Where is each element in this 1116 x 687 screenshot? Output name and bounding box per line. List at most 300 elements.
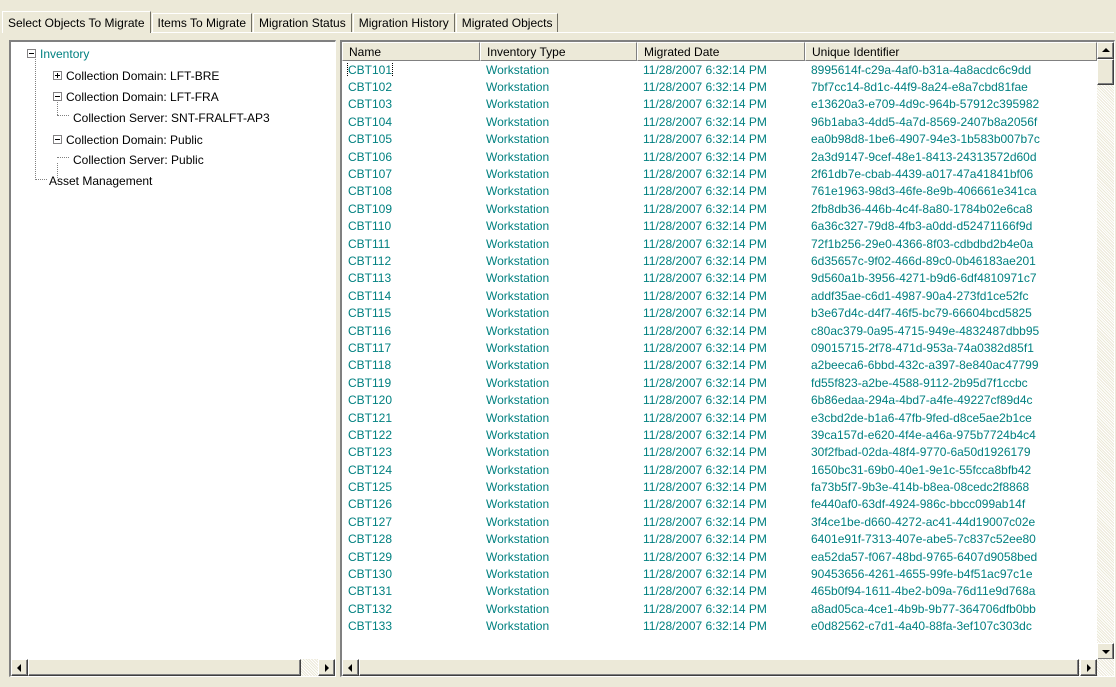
list-row[interactable] [342,322,1097,339]
cell-name-text: CBT122 [348,427,393,442]
cell-unique-identifier-text: 1650bc31-69b0-40e1-9e1c-55fcca8bfb42 [811,462,1032,477]
cell-unique-identifier-text: a8ad05ca-4ce1-4b9b-9b77-364706dfb0bb [811,601,1036,616]
cell-name-text: CBT107 [348,167,393,182]
cell-unique-identifier-text: 2fb8db36-446b-4c4f-8a80-1784b02e6ca8 [811,201,1033,216]
cell-unique-identifier [805,411,1097,425]
cell-name-text: CBT124 [348,462,393,477]
cell-inventory-type-text: Workstation [486,271,550,286]
cell-inventory-type-text: Workstation [486,288,550,303]
cell-name [342,237,480,251]
cell-unique-identifier [805,184,1097,198]
cell-migrated-date-text: 11/28/2007 6:32:14 PM [643,497,767,512]
list-row[interactable] [342,235,1097,252]
tab-strip [2,10,559,32]
cell-name-text: CBT111 [348,236,391,251]
cell-name-text: CBT109 [348,201,393,216]
cell-unique-identifier-text: 6b86edaa-294a-4bd7-a4fe-49227cf89d4c [811,393,1033,408]
cell-inventory-type-text: Workstation [486,445,550,460]
cell-migrated-date [637,202,805,216]
cell-inventory-type-text: Workstation [486,132,550,147]
cell-migrated-date [637,167,805,181]
collapse-icon[interactable] [53,135,62,144]
list-row[interactable] [342,426,1097,443]
cell-migrated-date-text: 11/28/2007 6:32:14 PM [643,514,767,529]
cell-migrated-date [637,254,805,268]
cell-name-text: CBT129 [348,549,393,564]
cell-inventory-type-text: Workstation [486,601,550,616]
cell-unique-identifier [805,497,1097,511]
cell-name-text: CBT128 [348,532,393,547]
inventory-tree [11,42,335,658]
cell-name [342,184,480,198]
cell-inventory-type-text: Workstation [486,97,550,112]
cell-inventory-type [480,115,637,129]
list-row[interactable] [342,409,1097,426]
cell-inventory-type [480,428,637,442]
cell-migrated-date-text: 11/28/2007 6:32:14 PM [643,480,767,495]
cell-inventory-type-text: Workstation [486,532,550,547]
cell-unique-identifier-text: ea0b98d8-1be6-4907-94e3-1b583b007b7c [811,132,1040,147]
cell-unique-identifier [805,237,1097,251]
tree-node-label: Collection Domain: LFT-FRA [66,89,219,104]
scroll-thumb[interactable] [28,659,301,676]
cell-inventory-type [480,306,637,320]
expand-icon[interactable] [53,71,62,80]
cell-inventory-type [480,184,637,198]
cell-inventory-type-text: Workstation [486,375,550,390]
cell-inventory-type [480,271,637,285]
cell-unique-identifier-text: e13620a3-e709-4d9c-964b-57912c395982 [811,97,1040,112]
scroll-thumb[interactable] [359,659,1079,676]
cell-inventory-type [480,619,637,633]
cell-unique-identifier [805,115,1097,129]
scroll-left-button[interactable] [11,659,28,676]
cell-inventory-type-text: Workstation [486,619,550,634]
cell-unique-identifier-text: 72f1b256-29e0-4366-8f03-cdbdbd2b4e0a [811,236,1034,251]
cell-inventory-type [480,463,637,477]
objects-list-pane [340,40,1115,677]
cell-inventory-type-text: Workstation [486,201,550,216]
scroll-right-button[interactable] [1080,659,1097,676]
cell-inventory-type [480,497,637,511]
cell-name-text: CBT118 [348,358,392,373]
cell-name-text: CBT113 [348,271,392,286]
list-row[interactable] [342,61,1097,78]
tree-node-label: Collection Domain: LFT-BRE [66,68,220,83]
list-row[interactable] [342,374,1097,391]
cell-unique-identifier [805,63,1097,77]
cell-migrated-date [637,463,805,477]
cell-inventory-type-text: Workstation [486,62,550,77]
cell-name [342,254,480,268]
cell-unique-identifier [805,167,1097,181]
cell-name-text: CBT106 [348,149,393,164]
tab-migrated-objects[interactable] [456,13,559,32]
cell-unique-identifier-text: e0d82562-c7d1-4a40-88fa-3ef107c303dc [811,619,1032,634]
cell-migrated-date-text: 11/28/2007 6:32:14 PM [643,80,767,95]
cell-migrated-date [637,445,805,459]
list-row[interactable] [342,618,1097,635]
cell-name [342,289,480,303]
cell-unique-identifier-text: e3cbd2de-b1a6-47fb-9fed-d8ce5ae2b1ce [811,410,1032,425]
tree-horizontal-scrollbar[interactable] [11,659,335,676]
cell-name [342,584,480,598]
cell-name [342,271,480,285]
inventory-tree-pane [9,40,336,677]
cell-migrated-date-text: 11/28/2007 6:32:14 PM [643,114,767,129]
cell-unique-identifier [805,80,1097,94]
cell-inventory-type [480,445,637,459]
cell-unique-identifier-text: c80ac379-0a95-4715-949e-4832487dbb95 [811,323,1040,338]
cell-migrated-date [637,324,805,338]
cell-unique-identifier-text: 6401e91f-7313-407e-abe5-7c837c52ee80 [811,532,1036,547]
cell-inventory-type-text: Workstation [486,184,550,199]
cell-migrated-date [637,80,805,94]
cell-inventory-type-text: Workstation [486,306,550,321]
cell-migrated-date [637,393,805,407]
cell-migrated-date-text: 11/28/2007 6:32:14 PM [643,393,767,408]
cell-unique-identifier [805,97,1097,111]
cell-migrated-date-text: 11/28/2007 6:32:14 PM [643,567,767,582]
cell-migrated-date-text: 11/28/2007 6:32:14 PM [643,584,767,599]
tab-select-objects-to-migrate[interactable] [2,11,151,33]
tree-node-label: Collection Server: SNT-FRALFT-AP3 [73,110,270,125]
list-row[interactable] [342,165,1097,182]
cell-inventory-type [480,411,637,425]
cell-migrated-date [637,237,805,251]
list-row[interactable] [342,113,1097,130]
cell-name-text: CBT130 [348,567,393,582]
cell-unique-identifier [805,428,1097,442]
cell-name [342,150,480,164]
cell-unique-identifier [805,393,1097,407]
cell-migrated-date [637,219,805,233]
cell-name-text: CBT115 [348,306,392,321]
scroll-up-button[interactable] [1097,42,1114,59]
cell-migrated-date-text: 11/28/2007 6:32:14 PM [643,427,767,442]
cell-inventory-type-text: Workstation [486,114,550,129]
list-row[interactable] [342,600,1097,617]
collapse-icon[interactable] [53,92,62,101]
cell-migrated-date-text: 11/28/2007 6:32:14 PM [643,549,767,564]
cell-name [342,202,480,216]
cell-migrated-date [637,132,805,146]
cell-unique-identifier-text: 8995614f-c29a-4af0-b31a-4a8acdc6c9dd [811,62,1032,77]
scroll-left-button[interactable] [342,659,359,676]
scroll-up-arrow-icon [1102,48,1110,52]
cell-unique-identifier [805,376,1097,390]
tree-node-label: Collection Domain: Public [66,132,203,147]
cell-name [342,97,480,111]
list-row[interactable] [342,218,1097,235]
objects-list [342,61,1097,659]
cell-migrated-date-text: 11/28/2007 6:32:14 PM [643,219,767,234]
list-vertical-scrollbar[interactable] [1097,42,1114,660]
tree-node-domain-lft-bre[interactable] [53,65,219,86]
list-row[interactable] [342,252,1097,269]
cell-migrated-date [637,602,805,616]
cell-name-text: CBT108 [348,184,393,199]
list-row[interactable] [342,461,1097,478]
cell-inventory-type [480,202,637,216]
cell-name-text: CBT117 [348,340,392,355]
tree-node-domain-public[interactable] [53,129,203,150]
cell-name [342,306,480,320]
list-row[interactable] [342,565,1097,582]
list-row[interactable] [342,496,1097,513]
column-header-unique-identifier[interactable]: Unique Identifier [805,42,1097,61]
cell-migrated-date-text: 11/28/2007 6:32:14 PM [643,619,767,634]
cell-unique-identifier-text: 2f61db7e-cbab-4439-a017-47a41841bf06 [811,167,1034,182]
cell-name-text: CBT110 [348,219,392,234]
cell-name-text: CBT120 [348,393,393,408]
cell-name-text: CBT119 [348,375,392,390]
cell-migrated-date-text: 11/28/2007 6:32:14 PM [643,167,767,182]
cell-inventory-type-text: Workstation [486,253,550,268]
cell-migrated-date [637,567,805,581]
cell-inventory-type-text: Workstation [486,80,550,95]
cell-name [342,115,480,129]
cell-unique-identifier-text: ea52da57-f067-48bd-9765-6407d9058bed [811,549,1038,564]
cell-unique-identifier [805,445,1097,459]
cell-name [342,411,480,425]
cell-inventory-type [480,602,637,616]
cell-inventory-type [480,515,637,529]
scroll-thumb[interactable] [1097,59,1114,85]
tree-node-label: Inventory [40,46,90,61]
cell-migrated-date-text: 11/28/2007 6:32:14 PM [643,236,767,251]
cell-unique-identifier [805,150,1097,164]
cell-name [342,219,480,233]
cell-inventory-type [480,480,637,494]
cell-name [342,324,480,338]
cell-name [342,167,480,181]
cell-unique-identifier-text: 30f2fbad-02da-48f4-9770-6a50d1926179 [811,445,1031,460]
list-row[interactable] [342,148,1097,165]
cell-migrated-date [637,358,805,372]
cell-inventory-type [480,376,637,390]
cell-migrated-date [637,184,805,198]
tree-node-label: Asset Management [49,173,153,188]
cell-unique-identifier-text: 90453656-4261-4655-99fe-b4f51ac97c1e [811,567,1033,582]
cell-migrated-date [637,619,805,633]
cell-name [342,602,480,616]
cell-migrated-date-text: 11/28/2007 6:32:14 PM [643,375,767,390]
scroll-down-arrow-icon [1102,650,1110,654]
cell-inventory-type [480,150,637,164]
tab-migration-status[interactable] [253,13,352,32]
cell-inventory-type [480,254,637,268]
cell-inventory-type-text: Workstation [486,219,550,234]
cell-migrated-date-text: 11/28/2007 6:32:14 PM [643,271,767,286]
cell-migrated-date-text: 11/28/2007 6:32:14 PM [643,201,767,216]
scroll-right-arrow-icon [325,664,329,672]
cell-unique-identifier [805,202,1097,216]
column-header-inventory-type[interactable]: Inventory Type [480,42,637,61]
collapse-icon[interactable] [27,49,36,58]
cell-name [342,80,480,94]
cell-migrated-date [637,532,805,546]
cell-migrated-date-text: 11/28/2007 6:32:14 PM [643,62,767,77]
cell-inventory-type-text: Workstation [486,480,550,495]
cell-unique-identifier-text: fe440af0-63df-4924-986c-bbcc099ab14f [811,497,1026,512]
cell-unique-identifier-text: 465b0f94-1611-4be2-b09a-76d11e9d768a [811,584,1036,599]
cell-migrated-date [637,115,805,129]
cell-migrated-date-text: 11/28/2007 6:32:14 PM [643,132,767,147]
cell-unique-identifier [805,219,1097,233]
tree-node-domain-lft-fra[interactable] [53,86,219,107]
cell-unique-identifier-text: 6d35657c-9f02-466d-89c0-0b46183ae201 [811,253,1036,268]
cell-unique-identifier-text: a2beeca6-6bbd-432c-a397-8e840ac47799 [811,358,1039,373]
cell-unique-identifier [805,480,1097,494]
scroll-right-button[interactable] [318,659,335,676]
tab-label: Migration Status [259,16,346,30]
cell-name-text: CBT101 [348,62,393,77]
list-row[interactable] [342,131,1097,148]
cell-inventory-type [480,393,637,407]
cell-inventory-type-text: Workstation [486,393,550,408]
cell-migrated-date-text: 11/28/2007 6:32:14 PM [643,306,767,321]
cell-inventory-type-text: Workstation [486,323,550,338]
cell-unique-identifier [805,271,1097,285]
cell-unique-identifier-text: 7bf7cc14-8d1c-44f9-8a24-e8a7cbd81fae [811,80,1028,95]
cell-inventory-type [480,532,637,546]
cell-migrated-date-text: 11/28/2007 6:32:14 PM [643,253,767,268]
cell-migrated-date-text: 11/28/2007 6:32:14 PM [643,184,767,199]
cell-name [342,63,480,77]
cell-unique-identifier [805,532,1097,546]
cell-unique-identifier-text: b3e67d4c-d4f7-46f5-bc79-66604bcd5825 [811,306,1032,321]
cell-inventory-type-text: Workstation [486,236,550,251]
scroll-down-button[interactable] [1097,643,1114,660]
cell-inventory-type [480,289,637,303]
tree-node-asset-management[interactable] [49,170,152,191]
cell-migrated-date-text: 11/28/2007 6:32:14 PM [643,601,767,616]
cell-name-text: CBT104 [348,114,393,129]
cell-inventory-type-text: Workstation [486,584,550,599]
cell-migrated-date [637,480,805,494]
list-row[interactable] [342,531,1097,548]
cell-inventory-type-text: Workstation [486,149,550,164]
cell-inventory-type-text: Workstation [486,497,550,512]
list-horizontal-scrollbar[interactable] [342,659,1114,676]
cell-unique-identifier-text: 96b1aba3-4dd5-4a7d-8569-2407b8a2056f [811,114,1038,129]
tree-connector [57,115,69,117]
cell-unique-identifier [805,550,1097,564]
cell-name [342,132,480,146]
list-row[interactable] [342,391,1097,408]
cell-migrated-date-text: 11/28/2007 6:32:14 PM [643,323,767,338]
tree-node-server-public[interactable] [73,149,204,170]
cell-inventory-type [480,97,637,111]
tab-label: Migrated Objects [461,16,553,30]
list-row[interactable] [342,304,1097,321]
tab-migration-history[interactable] [353,13,455,32]
list-row[interactable] [342,96,1097,113]
cell-name [342,497,480,511]
tree-node-server-snt-fralft-ap3[interactable] [73,107,270,128]
list-row[interactable] [342,183,1097,200]
tab-items-to-migrate[interactable] [152,13,252,32]
tab-label: Migration History [358,16,449,30]
cell-inventory-type-text: Workstation [486,410,550,425]
cell-unique-identifier [805,567,1097,581]
cell-inventory-type-text: Workstation [486,340,550,355]
cell-unique-identifier [805,254,1097,268]
cell-name [342,393,480,407]
cell-unique-identifier-text: 39ca157d-e620-4f4e-a46a-975b7724b4c4 [811,427,1036,442]
cell-name-text: CBT126 [348,497,393,512]
cell-inventory-type-text: Workstation [486,514,550,529]
list-row[interactable] [342,478,1097,495]
cell-inventory-type [480,341,637,355]
list-row[interactable] [342,78,1097,95]
cell-name-text: CBT131 [348,584,393,599]
tree-connector [35,179,47,181]
cell-name [342,550,480,564]
list-row[interactable] [342,339,1097,356]
cell-name [342,619,480,633]
list-row[interactable] [342,513,1097,530]
cell-unique-identifier-text: 2a3d9147-9cef-48e1-8413-24313572d60d [811,149,1037,164]
cell-migrated-date [637,376,805,390]
cell-migrated-date-text: 11/28/2007 6:32:14 PM [643,445,767,460]
tree-node-inventory[interactable] [27,43,89,64]
list-row[interactable] [342,357,1097,374]
cell-migrated-date [637,271,805,285]
column-header-migrated-date[interactable]: Migrated Date [637,42,805,61]
cell-migrated-date [637,411,805,425]
cell-inventory-type [480,324,637,338]
cell-migrated-date [637,515,805,529]
cell-name-text: CBT116 [348,323,392,338]
list-row[interactable] [342,200,1097,217]
cell-inventory-type-text: Workstation [486,358,550,373]
cell-unique-identifier [805,324,1097,338]
cell-unique-identifier-text: addf35ae-c6d1-4987-90a4-273fd1ce52fc [811,288,1029,303]
list-row[interactable] [342,444,1097,461]
cell-migrated-date-text: 11/28/2007 6:32:14 PM [643,358,767,373]
cell-name-text: CBT125 [348,480,393,495]
cell-migrated-date [637,97,805,111]
cell-unique-identifier [805,584,1097,598]
list-row[interactable] [342,270,1097,287]
cell-inventory-type-text: Workstation [486,167,550,182]
column-header-name[interactable]: Name [342,42,480,61]
cell-migrated-date [637,584,805,598]
cell-inventory-type [480,550,637,564]
tree-connector [35,57,37,180]
cell-name-text: CBT103 [348,97,393,112]
cell-inventory-type [480,584,637,598]
cell-unique-identifier [805,289,1097,303]
cell-unique-identifier-text: fd55f823-a2be-4588-9112-2b95d7f1ccbc [811,375,1028,390]
list-row[interactable] [342,548,1097,565]
cell-unique-identifier [805,132,1097,146]
cell-name [342,480,480,494]
cell-unique-identifier [805,463,1097,477]
list-row[interactable] [342,287,1097,304]
cell-name [342,515,480,529]
cell-inventory-type-text: Workstation [486,427,550,442]
cell-unique-identifier-text: 6a36c327-79d8-4fb3-a0dd-d52471166f9d [811,219,1033,234]
cell-name [342,428,480,442]
cell-migrated-date-text: 11/28/2007 6:32:14 PM [643,97,767,112]
cell-unique-identifier [805,602,1097,616]
list-row[interactable] [342,583,1097,600]
cell-name [342,341,480,355]
cell-name-text: CBT123 [348,445,393,460]
